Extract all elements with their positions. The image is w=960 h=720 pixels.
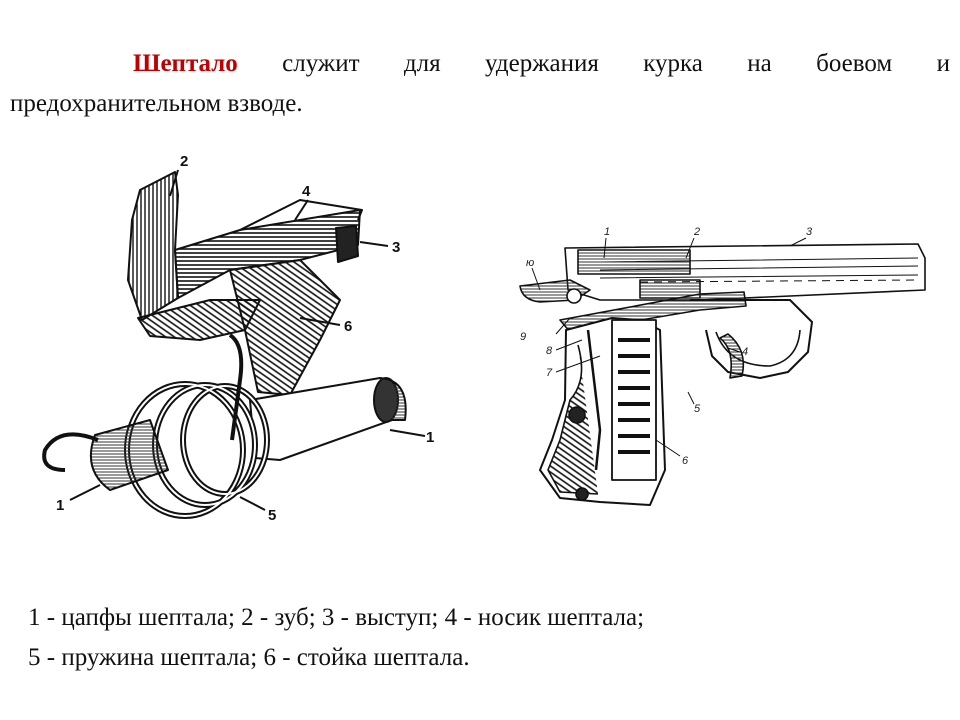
legend-line-2: 5 - пружина шептала; 6 - стойка шептала.	[28, 644, 470, 671]
intro-line-2: предохранительном взводе.	[10, 90, 303, 117]
pistol-label-9: 9	[520, 331, 527, 343]
sear-label-6: 6	[344, 318, 353, 335]
legend	[28, 598, 928, 678]
pistol-label-7: 7	[546, 367, 553, 379]
pistol-label-1: 1	[604, 226, 611, 238]
pistol-label-5: 5	[694, 403, 701, 415]
sear-label-3: 3	[392, 239, 401, 256]
pistol-label-2: 2	[694, 226, 701, 238]
sear-label-2: 2	[180, 153, 189, 170]
intro-line-1-text: служит для удержания курка на боевом и	[237, 50, 950, 77]
sear-label-5: 5	[268, 507, 277, 524]
legend-line-1: 1 - цапфы шептала; 2 - зуб; 3 - выступ; 4 - носик шептала;	[28, 604, 645, 631]
intro-term: Шептало	[133, 50, 238, 77]
pistol-label-yu: ю	[526, 257, 535, 269]
pistol-label-6: 6	[682, 455, 689, 467]
pistol-label-4: 4	[742, 346, 749, 358]
sear-label-4: 4	[302, 183, 311, 200]
sear-label-1-left: 1	[56, 497, 65, 514]
pistol-label-8: 8	[546, 345, 553, 357]
sear-label-1-right: 1	[426, 429, 435, 446]
pistol-label-3: 3	[806, 226, 813, 238]
